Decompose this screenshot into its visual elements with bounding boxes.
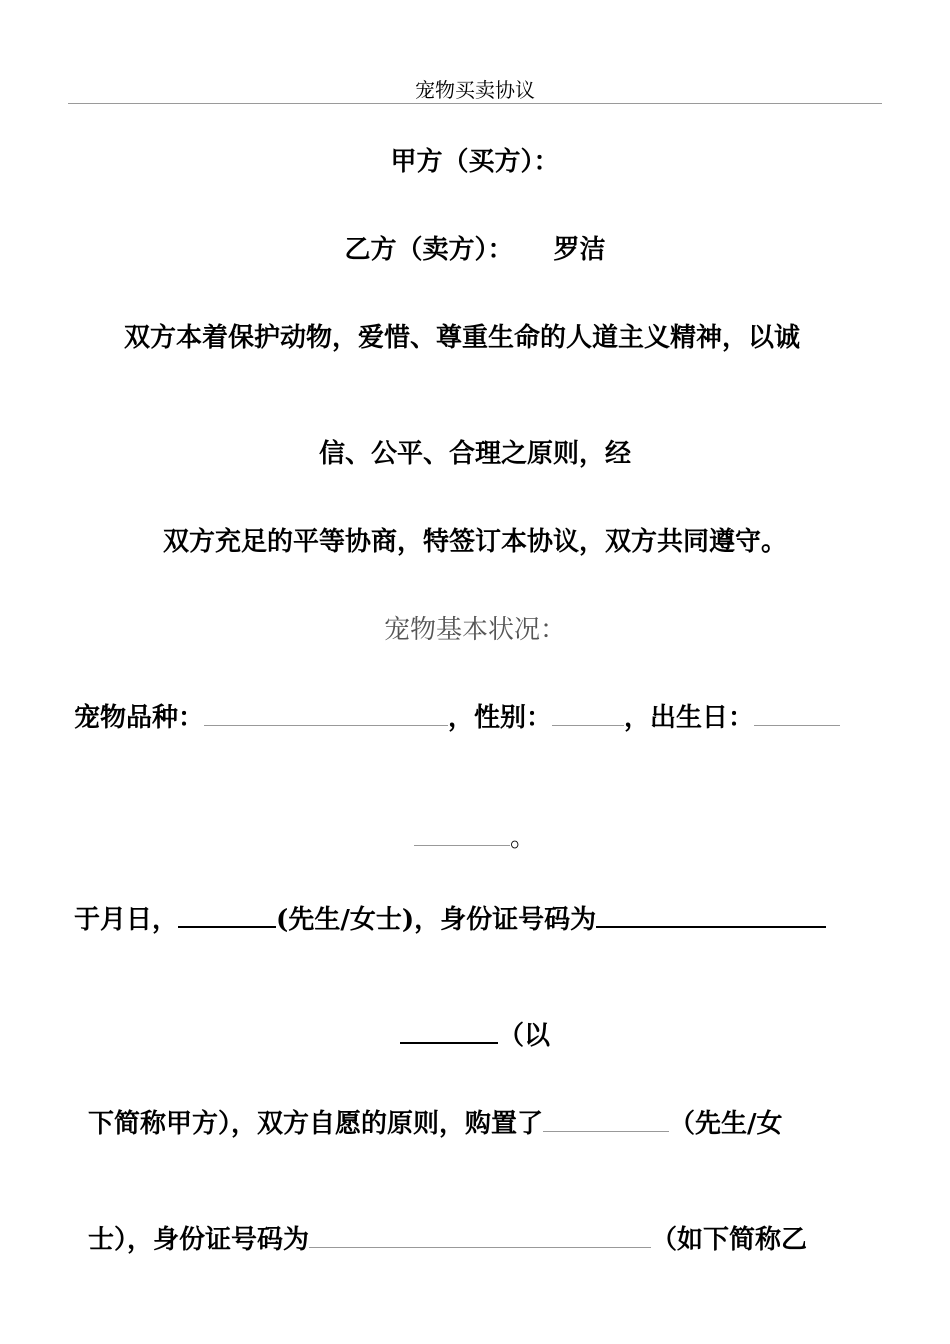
pet-breed-blank[interactable]: [204, 707, 448, 726]
header-divider: [68, 103, 882, 104]
pet-breed-label: 宠物品种：: [74, 703, 205, 733]
buyer-id-blank[interactable]: [596, 906, 826, 928]
pet-gender-blank[interactable]: [552, 707, 624, 726]
seller-name-blank[interactable]: [543, 1113, 669, 1132]
seller-title: （先生/女: [669, 1109, 783, 1139]
preamble-line-3: 双方充足的平等协商，特签订本协议，双方共同遵守。: [162, 527, 787, 557]
document-header-title: 宠物买卖协议: [415, 78, 535, 102]
preamble-line-2: 信、公平、合理之原则，经: [318, 439, 631, 469]
party-b-line: [68, 234, 882, 266]
party-b-label: 乙方（卖方）：: [344, 235, 514, 265]
pet-birth-continuation: [68, 822, 882, 854]
party-b-name: 罗洁: [553, 235, 606, 265]
buyer-name-blank[interactable]: [178, 906, 276, 928]
party-a-label: 甲方（买方）：: [390, 147, 560, 177]
seller-id-line: [88, 1224, 902, 1256]
pet-period: 。: [509, 823, 536, 853]
buyer-id-continuation: [68, 1020, 882, 1052]
seller-suffix: （如下简称乙: [651, 1225, 808, 1255]
buyer-title-suffix: (先生/女士)，身份证号码为: [276, 905, 597, 935]
party-a-line: [68, 146, 882, 178]
buyer-line: [74, 904, 888, 936]
pet-birth-blank-cont[interactable]: [414, 827, 510, 846]
pet-birth-blank[interactable]: [754, 707, 840, 726]
pet-gender-label: ，性别：: [448, 703, 553, 733]
seller-line-start: 士），身份证号码为: [88, 1225, 310, 1255]
purchase-line: [88, 1108, 902, 1140]
buyer-continuation: （以: [497, 1021, 550, 1051]
pet-section-title: 宠物基本状况：: [383, 615, 566, 645]
purchase-text: 下简称甲方），双方自愿的原则，购置了: [88, 1109, 544, 1139]
pet-birth-label: ，出生日：: [624, 703, 755, 733]
buyer-date-prefix: 于月日，: [74, 905, 179, 935]
seller-id-blank[interactable]: [309, 1229, 651, 1248]
buyer-id-blank-cont[interactable]: [400, 1022, 498, 1044]
pet-info-line: [74, 702, 888, 734]
preamble-line-1: 双方本着保护动物，爱惜、尊重生命的人道主义精神，以诚: [124, 323, 801, 353]
